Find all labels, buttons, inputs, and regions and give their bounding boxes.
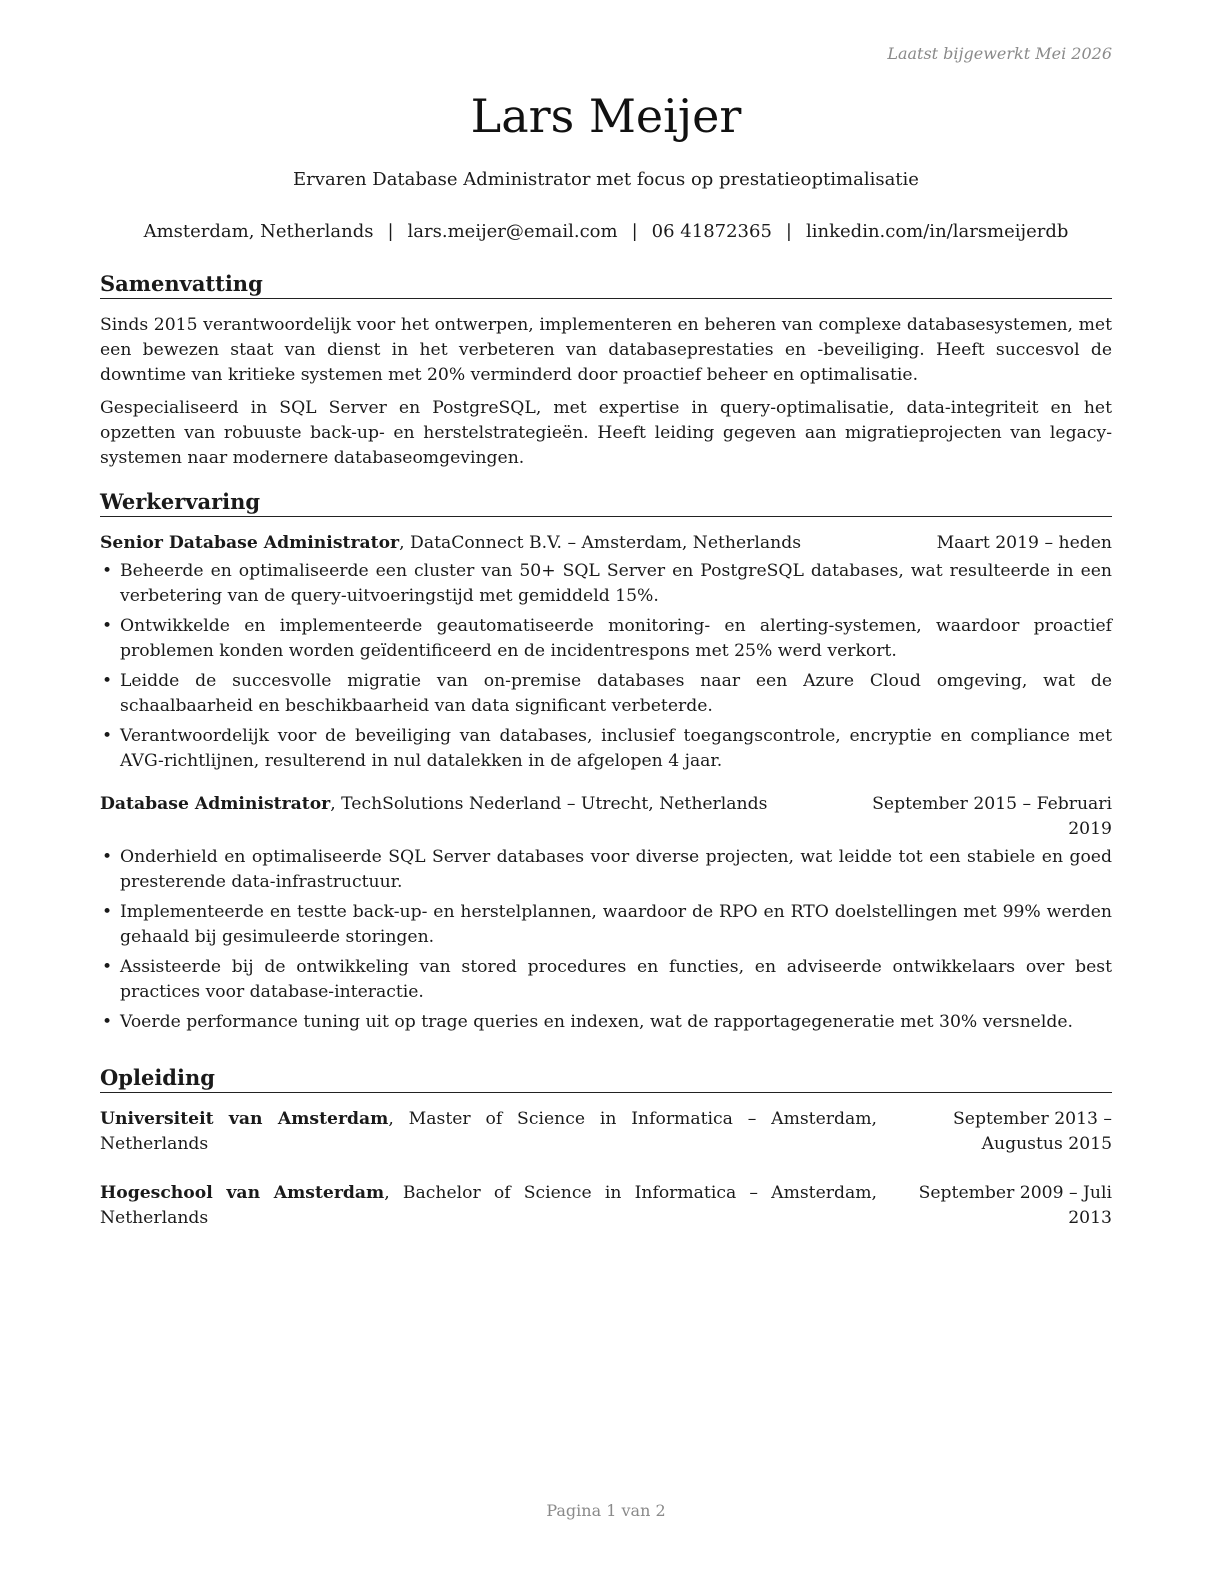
job-dates: September 2015 – Februari 2019 bbox=[872, 794, 1112, 839]
job-company: , DataConnect B.V. – Amsterdam, Netherlands bbox=[399, 533, 802, 553]
job-entry bbox=[100, 531, 1112, 774]
education-school: Hogeschool van Amsterdam bbox=[100, 1183, 385, 1203]
job-header bbox=[100, 531, 1112, 556]
job-bullets bbox=[100, 845, 1112, 1035]
education-entry bbox=[100, 1107, 1112, 1157]
candidate-name: Lars Meijer bbox=[470, 89, 742, 143]
resume-page bbox=[100, 0, 1112, 1584]
job-role: Database Administrator bbox=[100, 794, 331, 814]
job-bullets bbox=[100, 559, 1112, 774]
job-role: Senior Database Administrator bbox=[100, 533, 400, 553]
education-entry bbox=[100, 1181, 1112, 1231]
contact-line bbox=[100, 220, 1112, 244]
job-bullet: • Assisteerde bij de ontwikkeling van stored procedures en functies, en adviseerde ontwikkelaars over best practices voor database-interactie. bbox=[100, 955, 1112, 1005]
education-detail: , Master of Science in Informatica – Amsterdam, Netherlands bbox=[100, 1109, 877, 1154]
summary-paragraph: Sinds 2015 verantwoordelijk voor het ontwerpen, implementeren en beheren van complexe databasesystemen, met een bewezen staat van dienst in het verbeteren van databaseprestaties en -beveiliging. Heeft succesvol de downtime van kritieke systemen met 20% verminderd door proactief beheer en optimalisatie. bbox=[100, 315, 1112, 385]
job-bullet: • Verantwoordelijk voor de beveiliging van databases, inclusief toegangscontrole, encryptie en compliance met AVG-richtlijnen, resulterend in nul datalekken in de afgelopen 4 jaar. bbox=[100, 724, 1112, 774]
job-bullet: • Onderhield en optimaliseerde SQL Server databases voor diverse projecten, wat leidde tot een stabiele en goed presterende data-infrastructuur. bbox=[100, 845, 1112, 895]
contact-linkedin[interactable]: linkedin.com/in/larsmeijerdb bbox=[806, 221, 1069, 242]
tagline: Ervaren Database Administrator met focus op prestatieoptimalisatie bbox=[293, 169, 919, 190]
job-bullet: • Leidde de succesvolle migratie van on-premise databases naar een Azure Cloud omgeving, wat de schaalbaarheid en beschikbaarheid van data significant verbeterde. bbox=[100, 669, 1112, 719]
contact-email[interactable]: lars.meijer@email.com bbox=[407, 221, 618, 242]
contact-separator: | bbox=[631, 221, 638, 242]
job-bullet: • Implementeerde en testte back-up- en herstelplannen, waardoor de RPO en RTO doelstellingen met 99% werden gehaald bij gesimuleerde storingen. bbox=[100, 900, 1112, 950]
summary-paragraph: Gespecialiseerd in SQL Server en PostgreSQL, met expertise in query-optimalisatie, data-integriteit en het opzetten van robuuste back-up- en herstelstrategieën. Heeft leiding gegeven aan migratieprojecten van legacy-systemen naar modernere databaseomgevingen. bbox=[100, 398, 1112, 468]
contact-separator: | bbox=[387, 221, 394, 242]
contact-phone: 06 41872365 bbox=[651, 221, 772, 242]
education-dates: September 2009 – Juli 2013 bbox=[918, 1183, 1112, 1228]
education-section bbox=[100, 1065, 1112, 1255]
page-number: Pagina 1 van 2 bbox=[546, 1501, 666, 1520]
education-school: Universiteit van Amsterdam bbox=[100, 1109, 389, 1129]
job-bullet: • Voerde performance tuning uit op trage queries en indexen, wat de rapportagegeneratie met 30% versnelde. bbox=[100, 1010, 1112, 1035]
experience-section bbox=[100, 489, 1112, 1040]
section-title-education: Opleiding bbox=[100, 1065, 1112, 1093]
job-company: , TechSolutions Nederland – Utrecht, Netherlands bbox=[330, 794, 768, 814]
last-updated: Laatst bijgewerkt Mei 2026 bbox=[887, 44, 1112, 63]
education-detail: , Bachelor of Science in Informatica – Amsterdam, Netherlands bbox=[100, 1183, 877, 1228]
job-bullet: • Beheerde en optimaliseerde een cluster van 50+ SQL Server en PostgreSQL databases, wat resulteerde in een verbetering van de query-uitvoeringstijd met gemiddeld 15%. bbox=[100, 559, 1112, 609]
job-entry bbox=[100, 792, 1112, 1035]
section-title-summary: Samenvatting bbox=[100, 271, 1112, 299]
job-dates: Maart 2019 – heden bbox=[936, 533, 1112, 553]
education-dates: September 2013 – Augustus 2015 bbox=[953, 1109, 1112, 1154]
section-title-experience: Werkervaring bbox=[100, 489, 1112, 517]
contact-separator: | bbox=[785, 221, 792, 242]
job-header bbox=[100, 792, 1112, 842]
job-bullet: • Ontwikkelde en implementeerde geautomatiseerde monitoring- en alerting-systemen, waardoor proactief problemen konden worden geïdentificeerd en de incidentrespons met 25% werd verkort. bbox=[100, 614, 1112, 664]
summary-section bbox=[100, 271, 1112, 479]
contact-location: Amsterdam, Netherlands bbox=[143, 221, 374, 242]
